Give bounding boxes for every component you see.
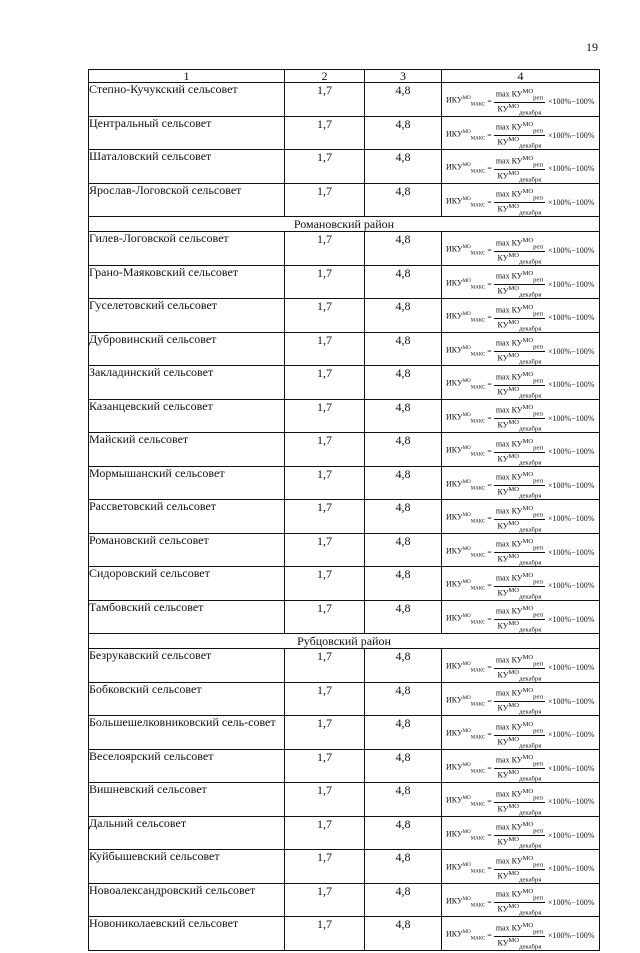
formula-rhs: ×100%−100% — [548, 931, 595, 941]
settlement-name: Центральный сельсовет — [89, 116, 285, 150]
value-col-2: 1,7 — [285, 850, 365, 884]
formula-equals: = — [487, 797, 492, 807]
settlement-name: Мормышанский сельсовет — [89, 466, 285, 500]
table-row — [89, 500, 600, 534]
formula-lhs: $ИКУ^{МО}_{МАКС}$ — [446, 896, 486, 908]
value-col-3: 4,8 — [365, 533, 442, 567]
formula-cell — [442, 232, 600, 266]
formula-lhs: $ИКУ^{МО}_{МАКС}$ — [446, 129, 486, 141]
formula-equals: = — [487, 547, 492, 557]
formula-rhs: ×100%−100% — [548, 897, 595, 907]
table-row — [89, 232, 600, 266]
formula-cell — [442, 332, 600, 366]
formula-rhs: ×100%−100% — [548, 696, 595, 706]
formula-equals: = — [487, 380, 492, 390]
settlement-name: Бобковский сельсовет — [89, 682, 285, 716]
formula-cell — [442, 850, 600, 884]
table-row — [89, 466, 600, 500]
formula-rhs: ×100%−100% — [548, 164, 595, 174]
formula-rhs: ×100%−100% — [548, 130, 595, 140]
formula-fraction: $\frac{\max КУ^{МО}_{реп}}{КУ^{МО}_{декабря}}$ — [495, 854, 544, 883]
formula-cell — [442, 299, 600, 333]
table-row — [89, 299, 600, 333]
formula-fraction: $\frac{\max КУ^{МО}_{реп}}{КУ^{МО}_{декабря}}$ — [495, 538, 544, 567]
formula-rhs: ×100%−100% — [548, 830, 595, 840]
index-formula — [442, 917, 599, 953]
settlement-name: Новоалександровский сельсовет — [89, 883, 285, 917]
formula-rhs: ×100%−100% — [548, 864, 595, 874]
index-formula — [442, 117, 599, 153]
formula-lhs: $ИКУ^{МО}_{МАКС}$ — [446, 479, 486, 491]
formula-equals: = — [487, 346, 492, 356]
value-col-2: 1,7 — [285, 783, 365, 817]
formula-rhs: ×100%−100% — [548, 547, 595, 557]
formula-lhs: $ИКУ^{МО}_{МАКС}$ — [446, 728, 486, 741]
formula-fraction: $\frac{\max КУ^{МО}_{реп}}{КУ^{МО}_{декабря}}$ — [495, 504, 544, 533]
formula-rhs: ×100%−100% — [548, 313, 595, 323]
value-col-2: 1,7 — [285, 749, 365, 783]
formula-fraction: $\frac{\max КУ^{МО}_{реп}}{КУ^{МО}_{декабря}}$ — [495, 303, 544, 332]
formula-fraction: $\frac{\max КУ^{МО}_{реп}}{КУ^{МО}_{декабря}}$ — [495, 370, 544, 399]
formula-equals: = — [487, 663, 492, 673]
formula-cell — [442, 433, 600, 467]
formula-lhs: $ИКУ^{МО}_{МАКС}$ — [446, 345, 486, 357]
value-col-2: 1,7 — [285, 299, 365, 333]
value-col-3: 4,8 — [365, 682, 442, 716]
formula-rhs: ×100%−100% — [548, 246, 595, 256]
formula-lhs: $ИКУ^{МО}_{МАКС}$ — [446, 278, 486, 290]
value-col-2: 1,7 — [285, 83, 365, 117]
value-col-3: 4,8 — [365, 850, 442, 884]
formula-fraction: $\frac{\max КУ^{МО}_{реп}}{КУ^{МО}_{декабря}}$ — [495, 404, 544, 433]
column-header-4: 4 — [442, 70, 600, 83]
value-col-3: 4,8 — [365, 83, 442, 117]
settlement-name: Шаталовский сельсовет — [89, 150, 285, 184]
settlement-name: Тамбовский сельсовет — [89, 600, 285, 634]
section-row — [89, 634, 600, 649]
formula-fraction: $\frac{\max КУ^{МО}_{реп}}{КУ^{МО}_{декабря}}$ — [495, 236, 544, 265]
settlement-name: Степно-Кучукский сельсовет — [89, 83, 285, 117]
index-formula — [442, 433, 599, 469]
formula-equals: = — [487, 763, 492, 773]
formula-rhs: ×100%−100% — [548, 380, 595, 390]
index-formula — [442, 467, 599, 503]
formula-equals: = — [487, 514, 492, 524]
formula-lhs: $ИКУ^{МО}_{МАКС}$ — [446, 829, 486, 841]
settlement-name: Куйбышевский сельсовет — [89, 850, 285, 884]
index-formula — [442, 333, 599, 369]
formula-fraction: $\frac{\max КУ^{МО}_{реп}}{КУ^{МО}_{декабря}}$ — [495, 754, 544, 783]
table-row — [89, 150, 600, 184]
formula-lhs: $ИКУ^{МО}_{МАКС}$ — [446, 661, 486, 674]
formula-equals: = — [487, 97, 492, 107]
value-col-3: 4,8 — [365, 716, 442, 750]
formula-fraction: $\frac{\max КУ^{МО}_{реп}}{КУ^{МО}_{декабря}}$ — [495, 121, 544, 150]
index-formula — [442, 783, 599, 819]
formula-cell — [442, 399, 600, 433]
formula-fraction: $\frac{\max КУ^{МО}_{реп}}{КУ^{МО}_{декабря}}$ — [495, 653, 544, 682]
formula-cell — [442, 749, 600, 783]
settlement-name: Большешелковниковский сель-совет — [89, 716, 285, 750]
formula-rhs: ×100%−100% — [548, 346, 595, 356]
value-col-2: 1,7 — [285, 682, 365, 716]
formula-equals: = — [487, 413, 492, 423]
formula-lhs: $ИКУ^{МО}_{МАКС}$ — [446, 762, 486, 774]
formula-cell — [442, 917, 600, 951]
formula-lhs: $ИКУ^{МО}_{МАКС}$ — [446, 579, 486, 592]
index-formula — [442, 750, 599, 786]
formula-fraction: $\frac{\max КУ^{МО}_{реп}}{КУ^{МО}_{декабря}}$ — [495, 571, 544, 600]
column-header-1: 1 — [89, 70, 285, 83]
settlement-name: Романовский сельсовет — [89, 533, 285, 567]
settlement-name: Ярослав-Логовской сельсовет — [89, 183, 285, 217]
value-col-3: 4,8 — [365, 232, 442, 266]
formula-fraction: $\frac{\max КУ^{МО}_{реп}}{КУ^{МО}_{декабря}}$ — [495, 471, 544, 500]
formula-lhs: $ИКУ^{МО}_{МАКС}$ — [446, 162, 486, 175]
column-header-3: 3 — [365, 70, 442, 83]
value-col-2: 1,7 — [285, 883, 365, 917]
formula-cell — [442, 783, 600, 817]
index-formula — [442, 649, 599, 685]
settlement-name: Безрукавский сельсовет — [89, 649, 285, 683]
formula-rhs: ×100%−100% — [548, 763, 595, 773]
value-col-2: 1,7 — [285, 232, 365, 266]
table-row — [89, 433, 600, 467]
formula-cell — [442, 500, 600, 534]
formula-lhs: $ИКУ^{МО}_{МАКС}$ — [446, 95, 486, 108]
value-col-2: 1,7 — [285, 649, 365, 683]
settlement-name: Веселоярский сельсовет — [89, 749, 285, 783]
table-row — [89, 533, 600, 567]
formula-fraction: $\frac{\max КУ^{МО}_{реп}}{КУ^{МО}_{декабря}}$ — [495, 188, 544, 217]
formula-equals: = — [487, 313, 492, 323]
formula-fraction: $\frac{\max КУ^{МО}_{реп}}{КУ^{МО}_{декабря}}$ — [495, 787, 544, 816]
value-col-3: 4,8 — [365, 150, 442, 184]
value-col-2: 1,7 — [285, 433, 365, 467]
formula-cell — [442, 716, 600, 750]
table-row — [89, 399, 600, 433]
value-col-3: 4,8 — [365, 567, 442, 601]
formula-fraction: $\frac{\max КУ^{МО}_{реп}}{КУ^{МО}_{декабря}}$ — [495, 720, 544, 749]
formula-equals: = — [487, 897, 492, 907]
value-col-3: 4,8 — [365, 116, 442, 150]
index-formula — [442, 601, 599, 637]
table-row — [89, 116, 600, 150]
formula-lhs: $ИКУ^{МО}_{МАКС}$ — [446, 929, 486, 942]
formula-equals: = — [487, 164, 492, 174]
column-header-2: 2 — [285, 70, 365, 83]
formula-equals: = — [487, 696, 492, 706]
formula-equals: = — [487, 480, 492, 490]
formula-lhs: $ИКУ^{МО}_{МАКС}$ — [446, 244, 486, 257]
formula-rhs: ×100%−100% — [548, 514, 595, 524]
formula-equals: = — [487, 279, 492, 289]
value-col-2: 1,7 — [285, 332, 365, 366]
settlement-name: Закладинский сельсовет — [89, 366, 285, 400]
formula-rhs: ×100%−100% — [548, 447, 595, 457]
settlement-name: Сидоровский сельсовет — [89, 567, 285, 601]
index-formula — [442, 400, 599, 436]
value-col-2: 1,7 — [285, 500, 365, 534]
formula-equals: = — [487, 246, 492, 256]
index-formula — [442, 716, 599, 752]
value-col-2: 1,7 — [285, 366, 365, 400]
formula-equals: = — [487, 447, 492, 457]
value-col-2: 1,7 — [285, 116, 365, 150]
index-formula — [442, 683, 599, 719]
settlement-name: Грано-Маяковский сельсовет — [89, 265, 285, 299]
table-row — [89, 265, 600, 299]
table-row — [89, 649, 600, 683]
formula-fraction: $\frac{\max КУ^{МО}_{реп}}{КУ^{МО}_{декабря}}$ — [495, 605, 544, 634]
formula-lhs: $ИКУ^{МО}_{МАКС}$ — [446, 795, 486, 808]
value-col-3: 4,8 — [365, 600, 442, 634]
index-formula — [442, 266, 599, 302]
index-formula — [442, 83, 599, 119]
value-col-3: 4,8 — [365, 917, 442, 951]
table-row — [89, 567, 600, 601]
formula-rhs: ×100%−100% — [548, 279, 595, 289]
value-col-3: 4,8 — [365, 399, 442, 433]
formula-cell — [442, 682, 600, 716]
formula-cell — [442, 816, 600, 850]
value-col-3: 4,8 — [365, 649, 442, 683]
value-col-2: 1,7 — [285, 466, 365, 500]
value-col-2: 1,7 — [285, 716, 365, 750]
index-formula — [442, 567, 599, 603]
index-formula — [442, 534, 599, 570]
value-col-2: 1,7 — [285, 600, 365, 634]
formula-cell — [442, 466, 600, 500]
formula-rhs: ×100%−100% — [548, 663, 595, 673]
settlement-name: Дальний сельсовет — [89, 816, 285, 850]
formula-cell — [442, 600, 600, 634]
formula-rhs: ×100%−100% — [548, 97, 595, 107]
value-col-3: 4,8 — [365, 183, 442, 217]
formula-lhs: $ИКУ^{МО}_{МАКС}$ — [446, 862, 486, 875]
formula-fraction: $\frac{\max КУ^{МО}_{реп}}{КУ^{МО}_{декабря}}$ — [495, 921, 544, 950]
value-col-3: 4,8 — [365, 883, 442, 917]
table-row — [89, 749, 600, 783]
value-col-3: 4,8 — [365, 500, 442, 534]
table-row — [89, 917, 600, 951]
formula-lhs: $ИКУ^{МО}_{МАКС}$ — [446, 445, 486, 458]
value-col-2: 1,7 — [285, 265, 365, 299]
index-formula — [442, 184, 599, 220]
section-title: Рубцовский район — [89, 634, 600, 649]
formula-fraction: $\frac{\max КУ^{МО}_{реп}}{КУ^{МО}_{декабря}}$ — [495, 437, 544, 466]
formula-lhs: $ИКУ^{МО}_{МАКС}$ — [446, 311, 486, 324]
value-col-3: 4,8 — [365, 783, 442, 817]
value-col-3: 4,8 — [365, 466, 442, 500]
settlement-name: Рассветовский сельсовет — [89, 500, 285, 534]
formula-equals: = — [487, 730, 492, 740]
settlements-table — [88, 69, 600, 951]
formula-cell — [442, 366, 600, 400]
formula-cell — [442, 83, 600, 117]
table-row — [89, 83, 600, 117]
formula-fraction: $\frac{\max КУ^{МО}_{реп}}{КУ^{МО}_{декабря}}$ — [495, 337, 544, 366]
formula-lhs: $ИКУ^{МО}_{МАКС}$ — [446, 546, 486, 558]
formula-cell — [442, 150, 600, 184]
formula-fraction: $\frac{\max КУ^{МО}_{реп}}{КУ^{МО}_{декабря}}$ — [495, 87, 544, 116]
settlement-name: Гилев-Логовской сельсовет — [89, 232, 285, 266]
value-col-3: 4,8 — [365, 433, 442, 467]
section-title: Романовский район — [89, 217, 600, 232]
table-row — [89, 816, 600, 850]
table-row — [89, 682, 600, 716]
formula-equals: = — [487, 197, 492, 207]
formula-cell — [442, 265, 600, 299]
formula-cell — [442, 183, 600, 217]
value-col-2: 1,7 — [285, 917, 365, 951]
value-col-3: 4,8 — [365, 366, 442, 400]
settlement-name: Майский сельсовет — [89, 433, 285, 467]
formula-equals: = — [487, 581, 492, 591]
settlement-name: Дубровинский сельсовет — [89, 332, 285, 366]
value-col-2: 1,7 — [285, 183, 365, 217]
table-body — [89, 83, 600, 951]
settlement-name: Новониколаевский сельсовет — [89, 917, 285, 951]
value-col-3: 4,8 — [365, 265, 442, 299]
formula-cell — [442, 567, 600, 601]
formula-lhs: $ИКУ^{МО}_{МАКС}$ — [446, 512, 486, 525]
formula-equals: = — [487, 614, 492, 624]
table-row — [89, 850, 600, 884]
formula-equals: = — [487, 931, 492, 941]
table-row — [89, 600, 600, 634]
table-row — [89, 716, 600, 750]
formula-lhs: $ИКУ^{МО}_{МАКС}$ — [446, 412, 486, 424]
value-col-2: 1,7 — [285, 816, 365, 850]
settlement-name: Казанцевский сельсовет — [89, 399, 285, 433]
value-col-2: 1,7 — [285, 399, 365, 433]
index-formula — [442, 500, 599, 536]
header-row — [89, 70, 600, 83]
formula-lhs: $ИКУ^{МО}_{МАКС}$ — [446, 196, 486, 208]
formula-rhs: ×100%−100% — [548, 730, 595, 740]
table-row — [89, 332, 600, 366]
index-formula — [442, 817, 599, 853]
settlement-name: Вишневский сельсовет — [89, 783, 285, 817]
formula-cell — [442, 533, 600, 567]
table-row — [89, 783, 600, 817]
formula-rhs: ×100%−100% — [548, 581, 595, 591]
index-formula — [442, 884, 599, 920]
table-row — [89, 183, 600, 217]
index-formula — [442, 150, 599, 186]
formula-rhs: ×100%−100% — [548, 197, 595, 207]
formula-cell — [442, 883, 600, 917]
index-formula — [442, 232, 599, 268]
formula-lhs: $ИКУ^{МО}_{МАКС}$ — [446, 613, 486, 625]
value-col-3: 4,8 — [365, 816, 442, 850]
formula-lhs: $ИКУ^{МО}_{МАКС}$ — [446, 378, 486, 391]
table-row — [89, 366, 600, 400]
value-col-2: 1,7 — [285, 150, 365, 184]
formula-cell — [442, 116, 600, 150]
formula-rhs: ×100%−100% — [548, 614, 595, 624]
formula-lhs: $ИКУ^{МО}_{МАКС}$ — [446, 695, 486, 707]
index-formula — [442, 299, 599, 335]
formula-fraction: $\frac{\max КУ^{МО}_{реп}}{КУ^{МО}_{декабря}}$ — [495, 888, 544, 917]
table-row — [89, 883, 600, 917]
value-col-3: 4,8 — [365, 299, 442, 333]
index-formula — [442, 366, 599, 402]
formula-equals: = — [487, 830, 492, 840]
formula-fraction: $\frac{\max КУ^{МО}_{реп}}{КУ^{МО}_{декабря}}$ — [495, 270, 544, 299]
formula-cell — [442, 649, 600, 683]
section-row — [89, 217, 600, 232]
value-col-2: 1,7 — [285, 533, 365, 567]
formula-rhs: ×100%−100% — [548, 797, 595, 807]
value-col-3: 4,8 — [365, 749, 442, 783]
value-col-3: 4,8 — [365, 332, 442, 366]
formula-equals: = — [487, 864, 492, 874]
settlement-name: Гуселетовский сельсовет — [89, 299, 285, 333]
value-col-2: 1,7 — [285, 567, 365, 601]
formula-rhs: ×100%−100% — [548, 480, 595, 490]
formula-fraction: $\frac{\max КУ^{МО}_{реп}}{КУ^{МО}_{декабря}}$ — [495, 821, 544, 850]
page-number: 19 — [586, 40, 598, 54]
formula-rhs: ×100%−100% — [548, 413, 595, 423]
formula-fraction: $\frac{\max КУ^{МО}_{реп}}{КУ^{МО}_{декабря}}$ — [495, 154, 544, 183]
index-formula — [442, 850, 599, 886]
formula-fraction: $\frac{\max КУ^{МО}_{реп}}{КУ^{МО}_{декабря}}$ — [495, 687, 544, 716]
formula-equals: = — [487, 130, 492, 140]
